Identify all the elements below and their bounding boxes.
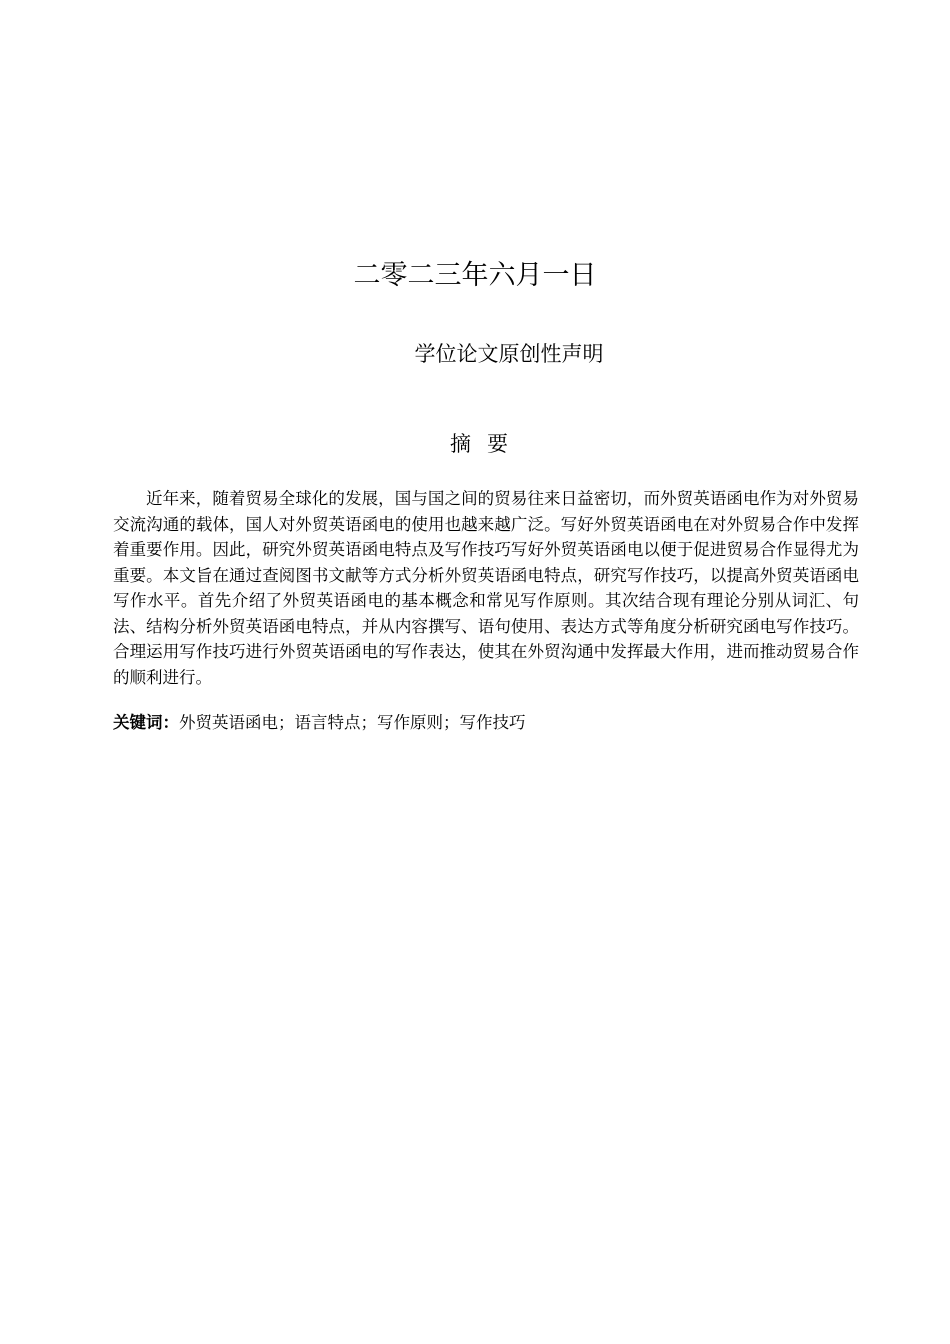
- keywords-label: 关键词：: [113, 713, 179, 732]
- declaration-title: 学位论文原创性声明: [414, 342, 604, 366]
- date-line: 二零二三年六月一日: [353, 260, 597, 291]
- keywords-list: 外贸英语函电；语言特点；写作原则；写作技巧: [179, 713, 526, 732]
- keywords-line: [113, 710, 859, 736]
- abstract-body: 近年来，随着贸易全球化的发展，国与国之间的贸易往来日益密切，而外贸英语函电作为对外贸易交流沟通的载体，国人对外贸英语函电的使用也越来越广泛。写好外贸英语函电在对外贸易合作中发挥着重要作用。因此，研究外贸英语函电特点及写作技巧写好外贸英语函电以便于促进贸易合作显得尤为重要。本文旨在通过查阅图书文献等方式分析外贸英语函电特点，研究写作技巧，以提高外贸英语函电写作水平。首先介绍了外贸英语函电的基本概念和常见写作原则。其次结合现有理论分别从词汇、句法、结构分析外贸英语函电特点，并从内容撰写、语句使用、表达方式等角度分析研究函电写作技巧。合理运用写作技巧进行外贸英语函电的写作表达，使其在外贸沟通中发挥最大作用，进而推动贸易合作的顺利进行。: [113, 489, 859, 687]
- abstract-heading: 摘要: [450, 432, 524, 456]
